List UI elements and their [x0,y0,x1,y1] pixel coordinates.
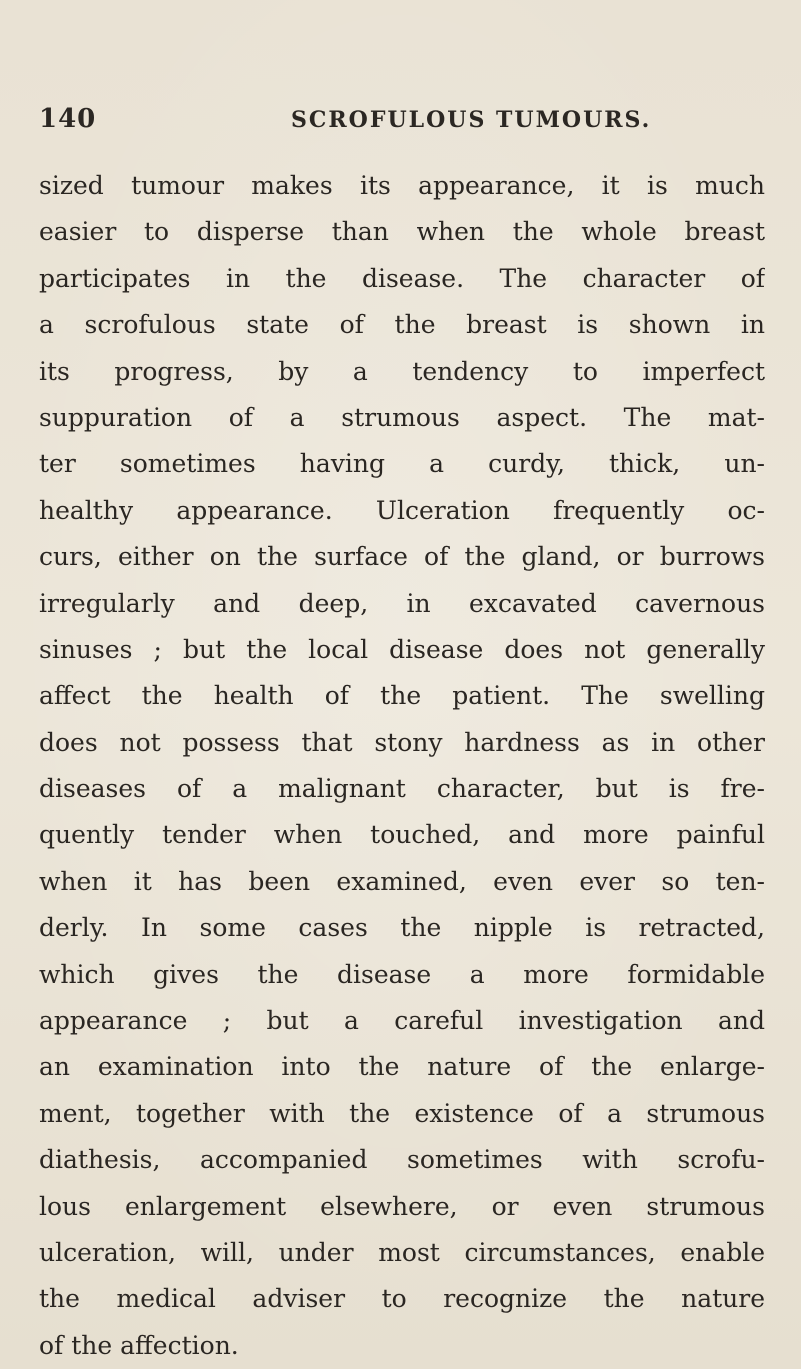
text-line: its progress, by a tendency to imperfect [39,356,765,386]
text-line: ment, together with the existence of a strumous [39,1098,765,1128]
text-line: affect the health of the patient. The swelling [39,681,765,711]
text-line: easier to disperse than when the whole breast [39,217,765,247]
text-line: the medical adviser to recognize the nature [39,1284,765,1314]
text-line: irregularly and deep, in excavated cavernous [39,588,765,618]
page-number: 140 [39,104,97,134]
page-header [0,104,801,138]
text-line: which gives the disease a more formidable [39,959,765,989]
text-line: a scrofulous state of the breast is shown in [39,310,765,340]
body-text [39,163,765,1369]
text-line: appearance ; but a careful investigation and [39,1006,765,1036]
text-line: curs, either on the surface of the gland, or burrows [39,542,765,572]
text-line: quently tender when touched, and more painful [39,820,765,850]
text-line: suppuration of a strumous aspect. The mat- [39,402,765,432]
text-line: does not possess that stony hardness as in other [39,727,765,757]
text-line: of the affection. [39,1330,239,1360]
text-line: ter sometimes having a curdy, thick, un- [39,449,765,479]
text-line: participates in the disease. The character of [39,263,765,293]
running-head: SCROFULOUS TUMOURS. [291,107,652,133]
text-line: when it has been examined, even ever so ten- [39,866,765,896]
text-line: an examination into the nature of the enlarge- [39,1052,765,1082]
text-line: derly. In some cases the nipple is retracted, [39,913,765,943]
text-line: lous enlargement elsewhere, or even strumous [39,1191,765,1221]
text-line: ulceration, will, under most circumstances, enable [39,1237,765,1267]
text-line: diathesis, accompanied sometimes with scrofu- [39,1145,765,1175]
text-line: healthy appearance. Ulceration frequently oc- [39,495,765,525]
text-line: sinuses ; but the local disease does not generally [39,634,765,664]
text-line: diseases of a malignant character, but is fre- [39,774,765,804]
text-line: sized tumour makes its appearance, it is much [39,171,765,200]
